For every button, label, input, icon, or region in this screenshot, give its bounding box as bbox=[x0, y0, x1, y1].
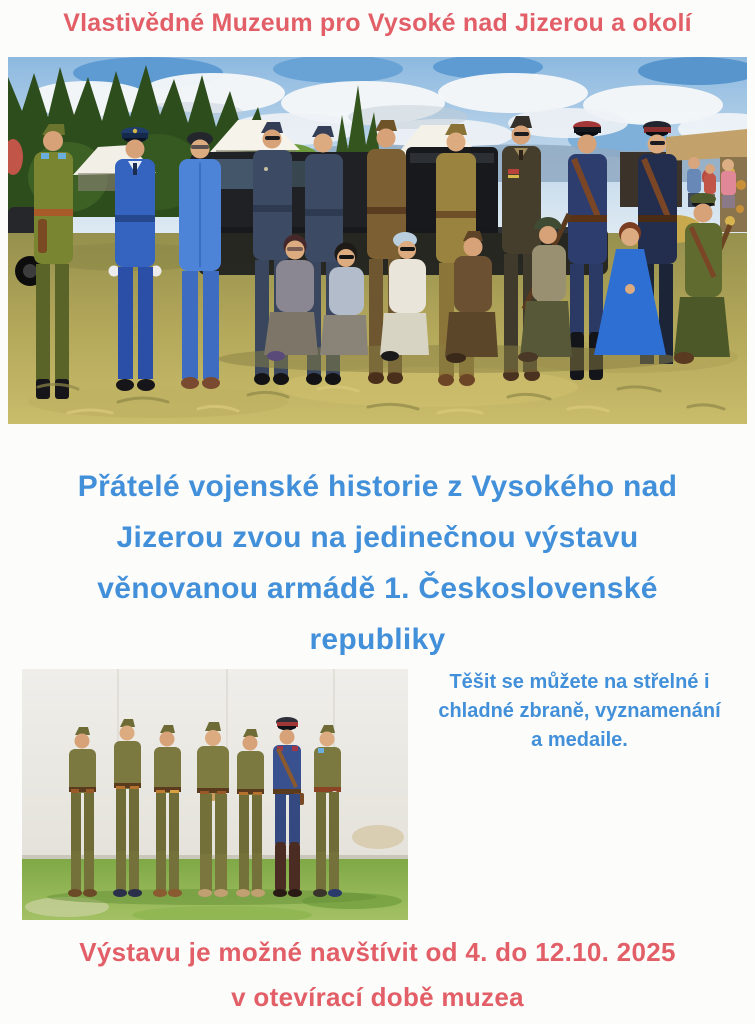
page-title: Vlastivědné Muzeum pro Vysoké nad Jizerou a okolí bbox=[63, 9, 692, 37]
invitation-line-3: věnovanou armádě 1. Československé bbox=[97, 572, 658, 605]
invitation-line-2: Jizerou zvou na jedinečnou výstavu bbox=[116, 521, 639, 554]
visit-dates-line-1: Výstavu je možné navštívit od 4. do 12.10. 2025 bbox=[79, 937, 676, 967]
invitation-line-4: republiky bbox=[309, 623, 446, 656]
small-photo-scene bbox=[22, 669, 408, 920]
visit-dates-text bbox=[0, 930, 755, 1020]
main-photo-scene bbox=[8, 57, 747, 424]
main-photo-reenactors-group bbox=[8, 57, 747, 424]
teaser-line-1: Těšit se můžete na střelné i bbox=[449, 671, 710, 693]
teaser-line-2: chladné zbraně, vyznamenání bbox=[438, 700, 721, 722]
invitation-line-1: Přátelé vojenské historie z Vysokého nad bbox=[77, 470, 678, 503]
invitation-text bbox=[0, 461, 755, 665]
small-photo-soldiers-lineup bbox=[22, 669, 408, 920]
visit-dates-line-2: v otevírací době muzea bbox=[231, 982, 524, 1012]
teaser-text bbox=[404, 668, 755, 755]
teaser-line-3: a medaile. bbox=[531, 729, 628, 751]
